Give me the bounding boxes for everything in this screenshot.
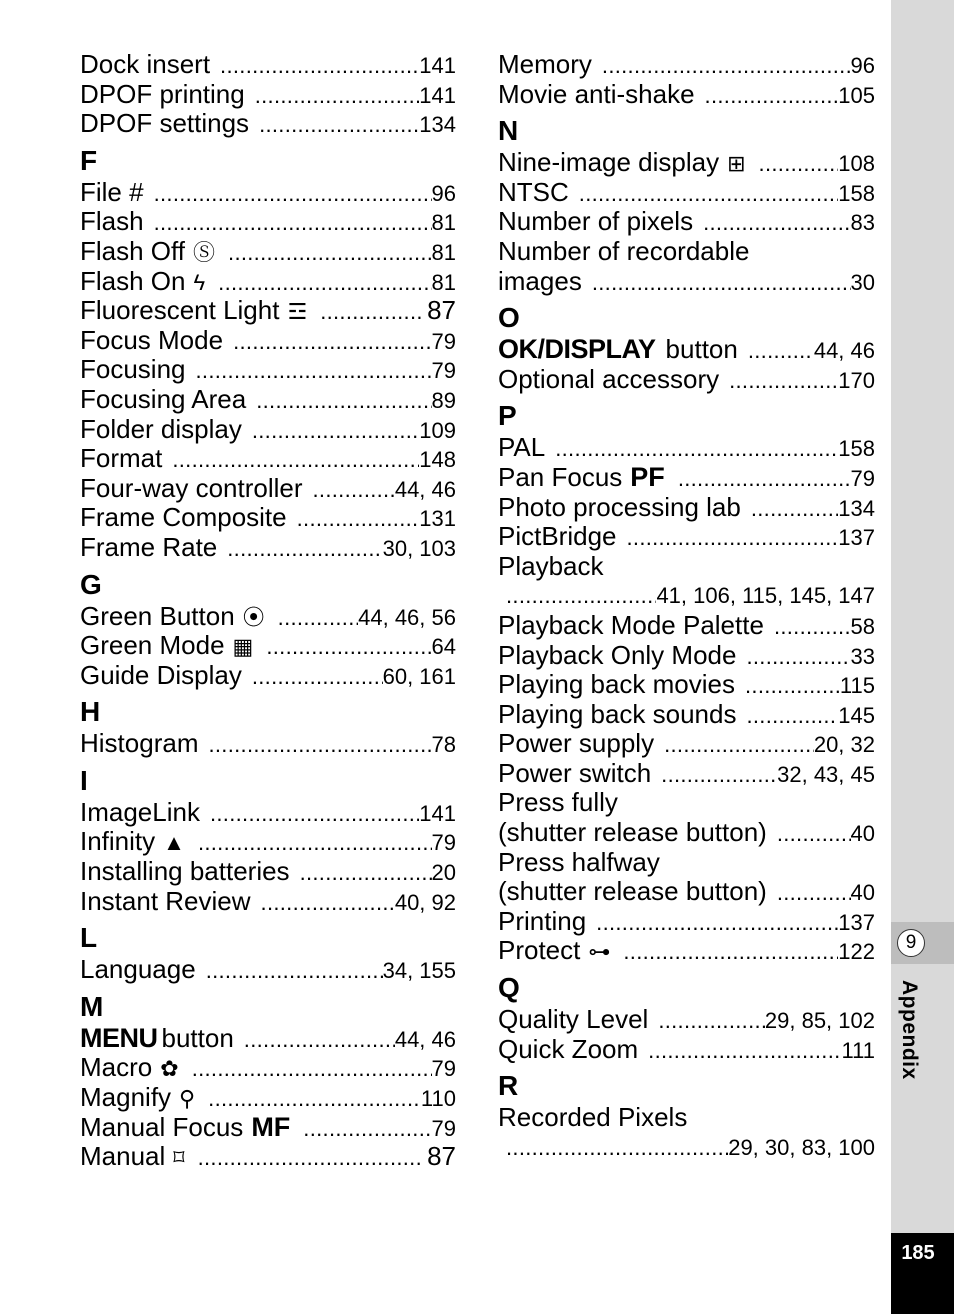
page-refs: 148 [419, 447, 456, 473]
index-entry [498, 267, 875, 297]
page-refs: 109 [419, 417, 456, 443]
index-term: Protect [498, 935, 581, 966]
index-entry [498, 729, 875, 759]
index-entry-line: Press fully [498, 787, 618, 818]
flash-off-icon: Ⓢ [193, 239, 216, 265]
index-entry [80, 267, 456, 297]
index-column-left [80, 50, 456, 1172]
page-refs: 58 [850, 613, 875, 639]
index-entry [80, 50, 456, 80]
dot-leader [748, 336, 814, 366]
dot-leader [210, 799, 419, 829]
green-mode-icon: ▦ [232, 634, 254, 660]
page-refs: 41, 106, 115, 145, 147 [656, 583, 875, 609]
index-term: button [161, 1022, 234, 1053]
page-refs: 111 [841, 1037, 875, 1063]
dot-leader [154, 179, 432, 209]
index-entry [498, 433, 875, 463]
index-entry [80, 237, 456, 267]
dot-leader [759, 149, 839, 179]
index-entry [80, 80, 456, 110]
dot-leader [664, 730, 814, 760]
index-term: PAL [498, 432, 546, 463]
dot-leader [506, 1133, 728, 1163]
index-entry [80, 602, 456, 632]
dot-leader [751, 494, 838, 524]
index-term: ImageLink [80, 796, 200, 827]
dot-leader [774, 612, 851, 642]
nine-image-icon: ⊞ [727, 151, 746, 177]
page-refs: 79 [431, 328, 456, 354]
dot-leader [196, 356, 432, 386]
dot-leader [220, 51, 419, 81]
page-refs: 30 [850, 269, 875, 295]
flash-on-icon: ϟ [193, 269, 206, 295]
index-term: Four-way controller [80, 472, 303, 503]
index-entry [498, 365, 875, 395]
index-term: Flash On [80, 265, 186, 296]
index-entry [80, 955, 456, 985]
dot-leader [746, 701, 838, 731]
page-refs: 34, 155 [382, 958, 456, 984]
page-refs: 141 [419, 53, 456, 78]
page-refs: 137 [838, 525, 875, 551]
page-refs: 33 [850, 643, 875, 669]
section-letter: L [80, 922, 98, 954]
dot-leader [661, 760, 777, 790]
page-refs: 81 [431, 269, 456, 295]
index-entry [498, 463, 875, 493]
index-term: Photo processing lab [498, 491, 741, 522]
fluorescent-icon: ☲ [287, 299, 308, 325]
page-refs: 20, 32 [813, 732, 875, 758]
dot-leader [745, 671, 840, 701]
index-term: Memory [498, 49, 592, 79]
dot-leader [297, 504, 420, 534]
dot-leader [658, 1006, 765, 1036]
index-term: NTSC [498, 176, 569, 207]
index-entry [498, 936, 875, 966]
page-refs: 44, 46 [394, 476, 456, 502]
page-refs: 78 [431, 732, 456, 758]
dot-leader [278, 603, 358, 633]
page-refs: 89 [431, 387, 456, 413]
dot-leader [579, 179, 839, 209]
index-entry [80, 503, 456, 533]
index-term: Movie anti-shake [498, 78, 695, 109]
magnify-icon: ⚲ [179, 1086, 196, 1112]
index-entry [80, 631, 456, 661]
dot-leader [648, 1036, 841, 1066]
index-term: Instant Review [80, 885, 251, 916]
index-term: Power supply [498, 728, 655, 759]
index-term: Format [80, 443, 163, 474]
section-letter: Q [498, 972, 520, 1004]
index-entry [80, 533, 456, 563]
dot-leader [255, 81, 420, 111]
dot-leader [602, 51, 851, 81]
index-term: Focusing [80, 354, 186, 385]
index-term: Quick Zoom [498, 1033, 639, 1064]
dot-leader [261, 888, 395, 918]
dot-leader [303, 1114, 431, 1144]
index-entry [80, 296, 456, 326]
dot-leader [777, 878, 851, 908]
chapter-sidebar [891, 0, 954, 1314]
index-term: DPOF printing [80, 78, 245, 109]
index-term: Infinity [80, 826, 156, 857]
page-refs: 108 [838, 151, 875, 177]
section-letter: I [80, 764, 88, 796]
index-entry [498, 700, 875, 730]
index-term: File # [80, 176, 144, 207]
index-entry [80, 326, 456, 356]
page-refs: 60, 161 [382, 663, 456, 689]
page-refs: 131 [419, 506, 456, 532]
index-term: Frame Composite [80, 502, 287, 533]
dot-leader [252, 416, 419, 446]
page-refs: 141 [419, 82, 456, 108]
dot-leader [703, 208, 850, 238]
index-term: Playing back sounds [498, 698, 737, 729]
page-refs: 64 [431, 634, 456, 660]
index-entry [80, 798, 456, 828]
index-entry-line: Number of recordable [498, 235, 750, 266]
index-entry [498, 493, 875, 523]
index-term: Folder display [80, 413, 242, 444]
page-refs: 30, 103 [382, 535, 456, 561]
dot-leader [244, 1025, 395, 1055]
page-refs: 87 [427, 1141, 456, 1172]
dot-leader [208, 730, 431, 760]
page-refs: 145 [838, 702, 875, 728]
index-term: Installing batteries [80, 856, 290, 887]
page-refs: 134 [838, 495, 875, 521]
index-entry [498, 207, 875, 237]
index-term: Flash Off [80, 235, 186, 266]
page-refs: 40, 92 [394, 889, 456, 915]
page-refs: 170 [838, 367, 875, 393]
manual-wb-icon: ⌑ [173, 1145, 185, 1171]
dot-leader [746, 642, 850, 672]
page-refs: 79 [431, 358, 456, 384]
dot-leader [320, 297, 424, 327]
dot-leader [627, 523, 839, 553]
section-letter: F [80, 144, 98, 176]
dot-leader [313, 475, 395, 505]
index-entry [498, 335, 875, 365]
dot-leader [729, 366, 838, 396]
index-entry [80, 887, 456, 917]
page-refs: 29, 85, 102 [764, 1008, 875, 1034]
page-refs: 158 [838, 436, 875, 462]
chapter-number: 9 [897, 929, 925, 957]
section-letter: H [80, 696, 101, 728]
section-letter: R [498, 1070, 519, 1102]
index-term: (shutter release button) [498, 876, 767, 907]
index-term: Green Button [80, 600, 235, 631]
infinity-mountain-icon: ▲ [163, 830, 185, 856]
index-entry [80, 729, 456, 759]
index-term: Manual Focus [80, 1111, 244, 1142]
index-term: Printing [498, 905, 587, 936]
index-column-right [498, 50, 875, 1162]
index-entry [80, 415, 456, 445]
page-refs: 40 [850, 821, 875, 847]
index-term: Macro [80, 1052, 153, 1083]
index-entry [498, 1035, 875, 1065]
page-refs: 20 [431, 860, 456, 886]
index-entry [498, 670, 875, 700]
ok-display-glyph: OK/DISPLAY [498, 334, 656, 365]
index-term: DPOF settings [80, 108, 250, 139]
dot-leader [256, 386, 431, 416]
page-refs: 105 [838, 82, 875, 108]
page-refs: 158 [838, 180, 875, 206]
index-term: Manual [80, 1141, 166, 1172]
dot-leader [227, 534, 382, 564]
index-term: Nine-image display [498, 147, 720, 178]
dot-leader [218, 268, 431, 298]
dot-leader [154, 208, 432, 238]
index-entry [80, 1142, 456, 1172]
dot-leader [705, 81, 839, 111]
dot-leader [172, 445, 419, 475]
dot-leader [596, 908, 838, 938]
index-entry [80, 355, 456, 385]
page-refs: 81 [431, 239, 456, 265]
green-button-icon: ⦿ [242, 604, 265, 630]
page-refs: 32, 43, 45 [777, 761, 875, 787]
index-term: button [665, 334, 738, 365]
page-refs: 79 [431, 830, 456, 856]
index-entry [80, 444, 456, 474]
index-term: Flash [80, 206, 144, 237]
page-refs: 44, 46, 56 [358, 604, 456, 630]
dot-leader [777, 819, 851, 849]
index-entry [498, 611, 875, 641]
index-term: Frame Rate [80, 531, 218, 562]
section-letter: O [498, 302, 520, 334]
index-term: (shutter release button) [498, 817, 767, 848]
index-term: Number of pixels [498, 206, 694, 237]
page-refs: 40 [850, 880, 875, 906]
section-letter: G [80, 568, 102, 600]
dot-leader [206, 956, 383, 986]
index-term: Magnify [80, 1082, 172, 1113]
index-entry [80, 661, 456, 691]
dot-leader [233, 327, 431, 357]
page-refs: 29, 30, 83, 100 [728, 1134, 875, 1160]
dot-leader [678, 464, 851, 494]
dot-leader [266, 632, 431, 662]
index-entry [498, 907, 875, 937]
page-refs: 110 [420, 1086, 456, 1112]
dot-leader [300, 858, 432, 888]
index-entry [498, 877, 875, 907]
index-entry [498, 80, 875, 110]
index-entry [498, 522, 875, 552]
index-entry [498, 818, 875, 848]
page-refs: 79 [850, 465, 875, 491]
index-term: Playback Only Mode [498, 639, 737, 670]
page-refs: 79 [431, 1115, 456, 1141]
page-refs: 44, 46 [813, 338, 875, 364]
page-number: 185 [901, 1242, 935, 1264]
index-term: Pan Focus [498, 461, 623, 492]
index-entry [498, 178, 875, 208]
index-term: PictBridge [498, 521, 617, 552]
dot-leader [208, 1084, 421, 1114]
dot-leader [192, 1054, 432, 1084]
index-entry [498, 641, 875, 671]
index-term: Green Mode [80, 630, 225, 661]
page-refs: 96 [850, 53, 875, 78]
section-label: Appendix [898, 980, 921, 1080]
dot-leader [506, 581, 656, 611]
index-entry [80, 1053, 456, 1083]
page-refs: 115 [839, 673, 875, 699]
index-term: Focusing Area [80, 383, 247, 414]
index-entry [80, 1083, 456, 1113]
index-term: images [498, 265, 582, 296]
index-entry [498, 759, 875, 789]
macro-flower-icon: ✿ [160, 1056, 179, 1082]
dot-leader [252, 662, 383, 692]
page-refs: 122 [838, 939, 875, 965]
page-refs: 79 [431, 1056, 456, 1082]
pan-focus-icon: PF [630, 461, 665, 492]
index-term: Playing back movies [498, 669, 735, 700]
index-entry [498, 1005, 875, 1035]
index-term: Language [80, 954, 196, 985]
page-refs: 81 [431, 210, 456, 236]
page-refs: 141 [419, 800, 456, 826]
index-term: Dock insert [80, 49, 211, 79]
page-refs: 96 [431, 180, 456, 206]
index-entry [498, 50, 875, 80]
index-term: Quality Level [498, 1004, 649, 1035]
index-entry-line: Press halfway [498, 846, 660, 877]
index-entry-term: Recorded Pixels [498, 1102, 688, 1133]
dot-leader [259, 110, 419, 140]
index-term: Focus Mode [80, 324, 224, 355]
manual-focus-icon: MF [251, 1111, 291, 1142]
index-term: Guide Display [80, 659, 242, 690]
index-term: Power switch [498, 757, 652, 788]
index-entry [80, 178, 456, 208]
index-entry [80, 207, 456, 237]
dot-leader [555, 434, 838, 464]
section-letter: N [498, 115, 519, 147]
page-refs: 137 [838, 909, 875, 935]
dot-leader [198, 828, 432, 858]
index-entry [80, 474, 456, 504]
index-entry [80, 385, 456, 415]
dot-leader [592, 268, 851, 298]
index-term: Histogram [80, 728, 199, 759]
index-entry [80, 109, 456, 139]
index-entry [80, 1024, 456, 1054]
page-refs: 87 [427, 295, 456, 326]
protect-key-icon: ⊶ [588, 939, 611, 965]
dot-leader [623, 937, 838, 967]
page-refs: 83 [850, 210, 875, 236]
index-entry-pages-line [498, 1133, 875, 1163]
index-entry [498, 148, 875, 178]
dot-leader [198, 1143, 425, 1173]
dot-leader [228, 238, 431, 268]
index-term: Fluorescent Light [80, 295, 280, 326]
index-entry-pages-line [498, 581, 875, 611]
index-entry [80, 1113, 456, 1143]
section-letter: M [80, 990, 104, 1022]
menu-glyph: MENU [80, 1022, 158, 1053]
index-entry [80, 827, 456, 857]
index-term: Optional accessory [498, 363, 720, 394]
page-refs: 134 [419, 112, 456, 138]
index-entry-term: Playback [498, 550, 604, 581]
section-letter: P [498, 400, 517, 432]
page-refs: 44, 46 [394, 1026, 456, 1052]
index-term: Playback Mode Palette [498, 609, 764, 640]
index-entry [80, 857, 456, 887]
